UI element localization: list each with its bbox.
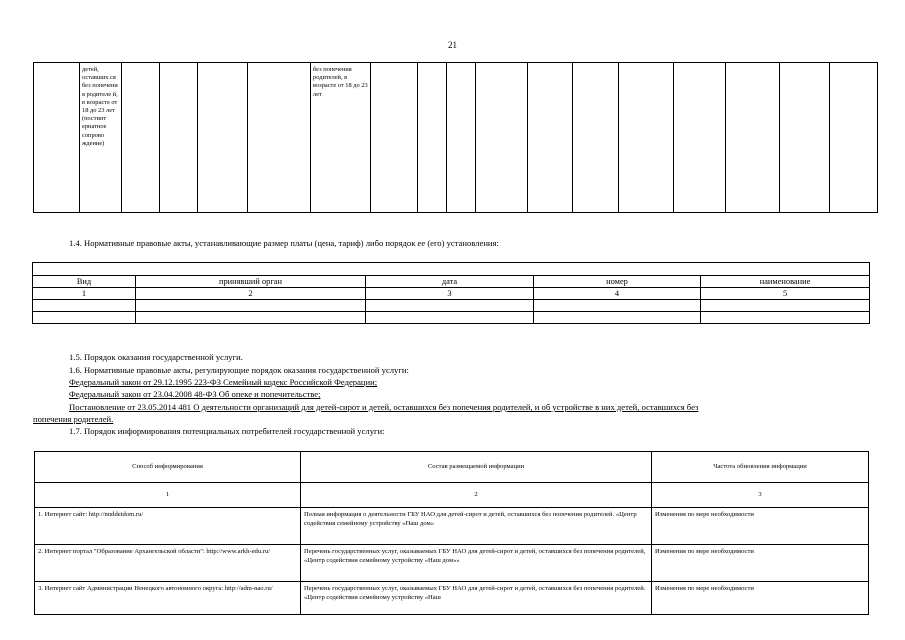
table-cell: 1. Интернет сайт: http://nnddetdom.ru/ <box>35 508 301 545</box>
table-cell: детей, оставших ся без попечени я родителе й, в возрасте от 18 до 23 лет (постинт ернатное сопрово ждение) <box>80 63 122 213</box>
table-number-row <box>33 288 870 300</box>
column-number: 3 <box>652 483 869 508</box>
column-header: номер <box>534 276 701 288</box>
column-header: наименование <box>701 276 870 288</box>
table-cell: 3. Интернет сайт Администрации Ненецкого автономного округа: http://adm-nao.ru/ <box>35 582 301 615</box>
column-number: 2 <box>136 288 366 300</box>
table-row <box>35 582 869 615</box>
legal-act: попечения родителей. <box>33 414 114 424</box>
table-row <box>33 300 870 312</box>
table-cell: Изменения по мере необходимости <box>652 582 869 615</box>
table-row <box>35 508 869 545</box>
table-number-row <box>35 483 869 508</box>
column-header: принявший орган <box>136 276 366 288</box>
column-number: 1 <box>35 483 301 508</box>
column-number: 4 <box>534 288 701 300</box>
table-row <box>33 312 870 324</box>
fee-acts-table <box>32 262 870 324</box>
section-1-4-heading: 1.4. Нормативные правовые акты, устанавливающие размер платы (цена, тариф) либо порядок ее (его) установления: <box>69 238 499 248</box>
table-row <box>34 63 878 213</box>
column-number: 2 <box>301 483 652 508</box>
column-number: 1 <box>33 288 136 300</box>
column-header: Частота обновления информации <box>652 452 869 483</box>
table-row <box>33 263 870 276</box>
column-header: Способ информирования <box>35 452 301 483</box>
table-header-row <box>33 276 870 288</box>
section-1-5-heading: 1.5. Порядок оказания государственной услуги. <box>69 352 243 362</box>
legal-act: Федеральный закон от 23.04.2008 48-ФЗ Об опеке и попечительстве; <box>69 389 321 399</box>
legal-act: Постановление от 23.05.2014 481 О деятельности организаций для детей-сирот и детей, оставшихся без попечения родителей, и об устройстве в них детей, оставшихся без <box>69 402 699 412</box>
page-number: 21 <box>448 40 457 50</box>
table-cell: Полная информация о деятельности ГБУ НАО для детей-сирот и детей, оставшихся без попечения родителей. «Центр содействия семейному устройству «Наш дом» <box>301 508 652 545</box>
column-header: дата <box>366 276 534 288</box>
table-cell: Изменения по мере необходимости <box>652 545 869 582</box>
column-number: 5 <box>701 288 870 300</box>
service-volume-table <box>33 62 878 213</box>
legal-act: Федеральный закон от 29.12.1995 223-ФЗ Семейный кодекс Российской Федерации; <box>69 377 378 387</box>
table-header-row <box>35 452 869 483</box>
table-cell: Изменения по мере необходимости <box>652 508 869 545</box>
column-header: Вид <box>33 276 136 288</box>
informing-table <box>34 451 869 615</box>
column-number: 3 <box>366 288 534 300</box>
table-cell: Перечень государственных услуг, оказываемых ГБУ НАО для детей-сирот и детей, оставшихся без попечения родителей, «Центр содействия семейному устройству «Наш дом»» <box>301 545 652 582</box>
table-cell: 2. Интернет портал "Образование Архангельской области": http://www.arkh-edu.ru/ <box>35 545 301 582</box>
table-row <box>35 545 869 582</box>
table-cell: без попечения родителей, в возрасте от 18 до 23 лет <box>311 63 371 213</box>
section-1-7-heading: 1.7. Порядок информирования потенциальных потребителей государственной услуги: <box>69 426 385 436</box>
column-header: Состав размещаемой информации <box>301 452 652 483</box>
section-1-6-heading: 1.6. Нормативные правовые акты, регулирующие порядок оказания государственной услуги: <box>69 365 409 375</box>
table-cell: Перечень государственных услуг, оказываемых ГБУ НАО для детей-сирот и детей, оставшихся без попечения родителей. «Центр содействия семейному устройству «Наш <box>301 582 652 615</box>
